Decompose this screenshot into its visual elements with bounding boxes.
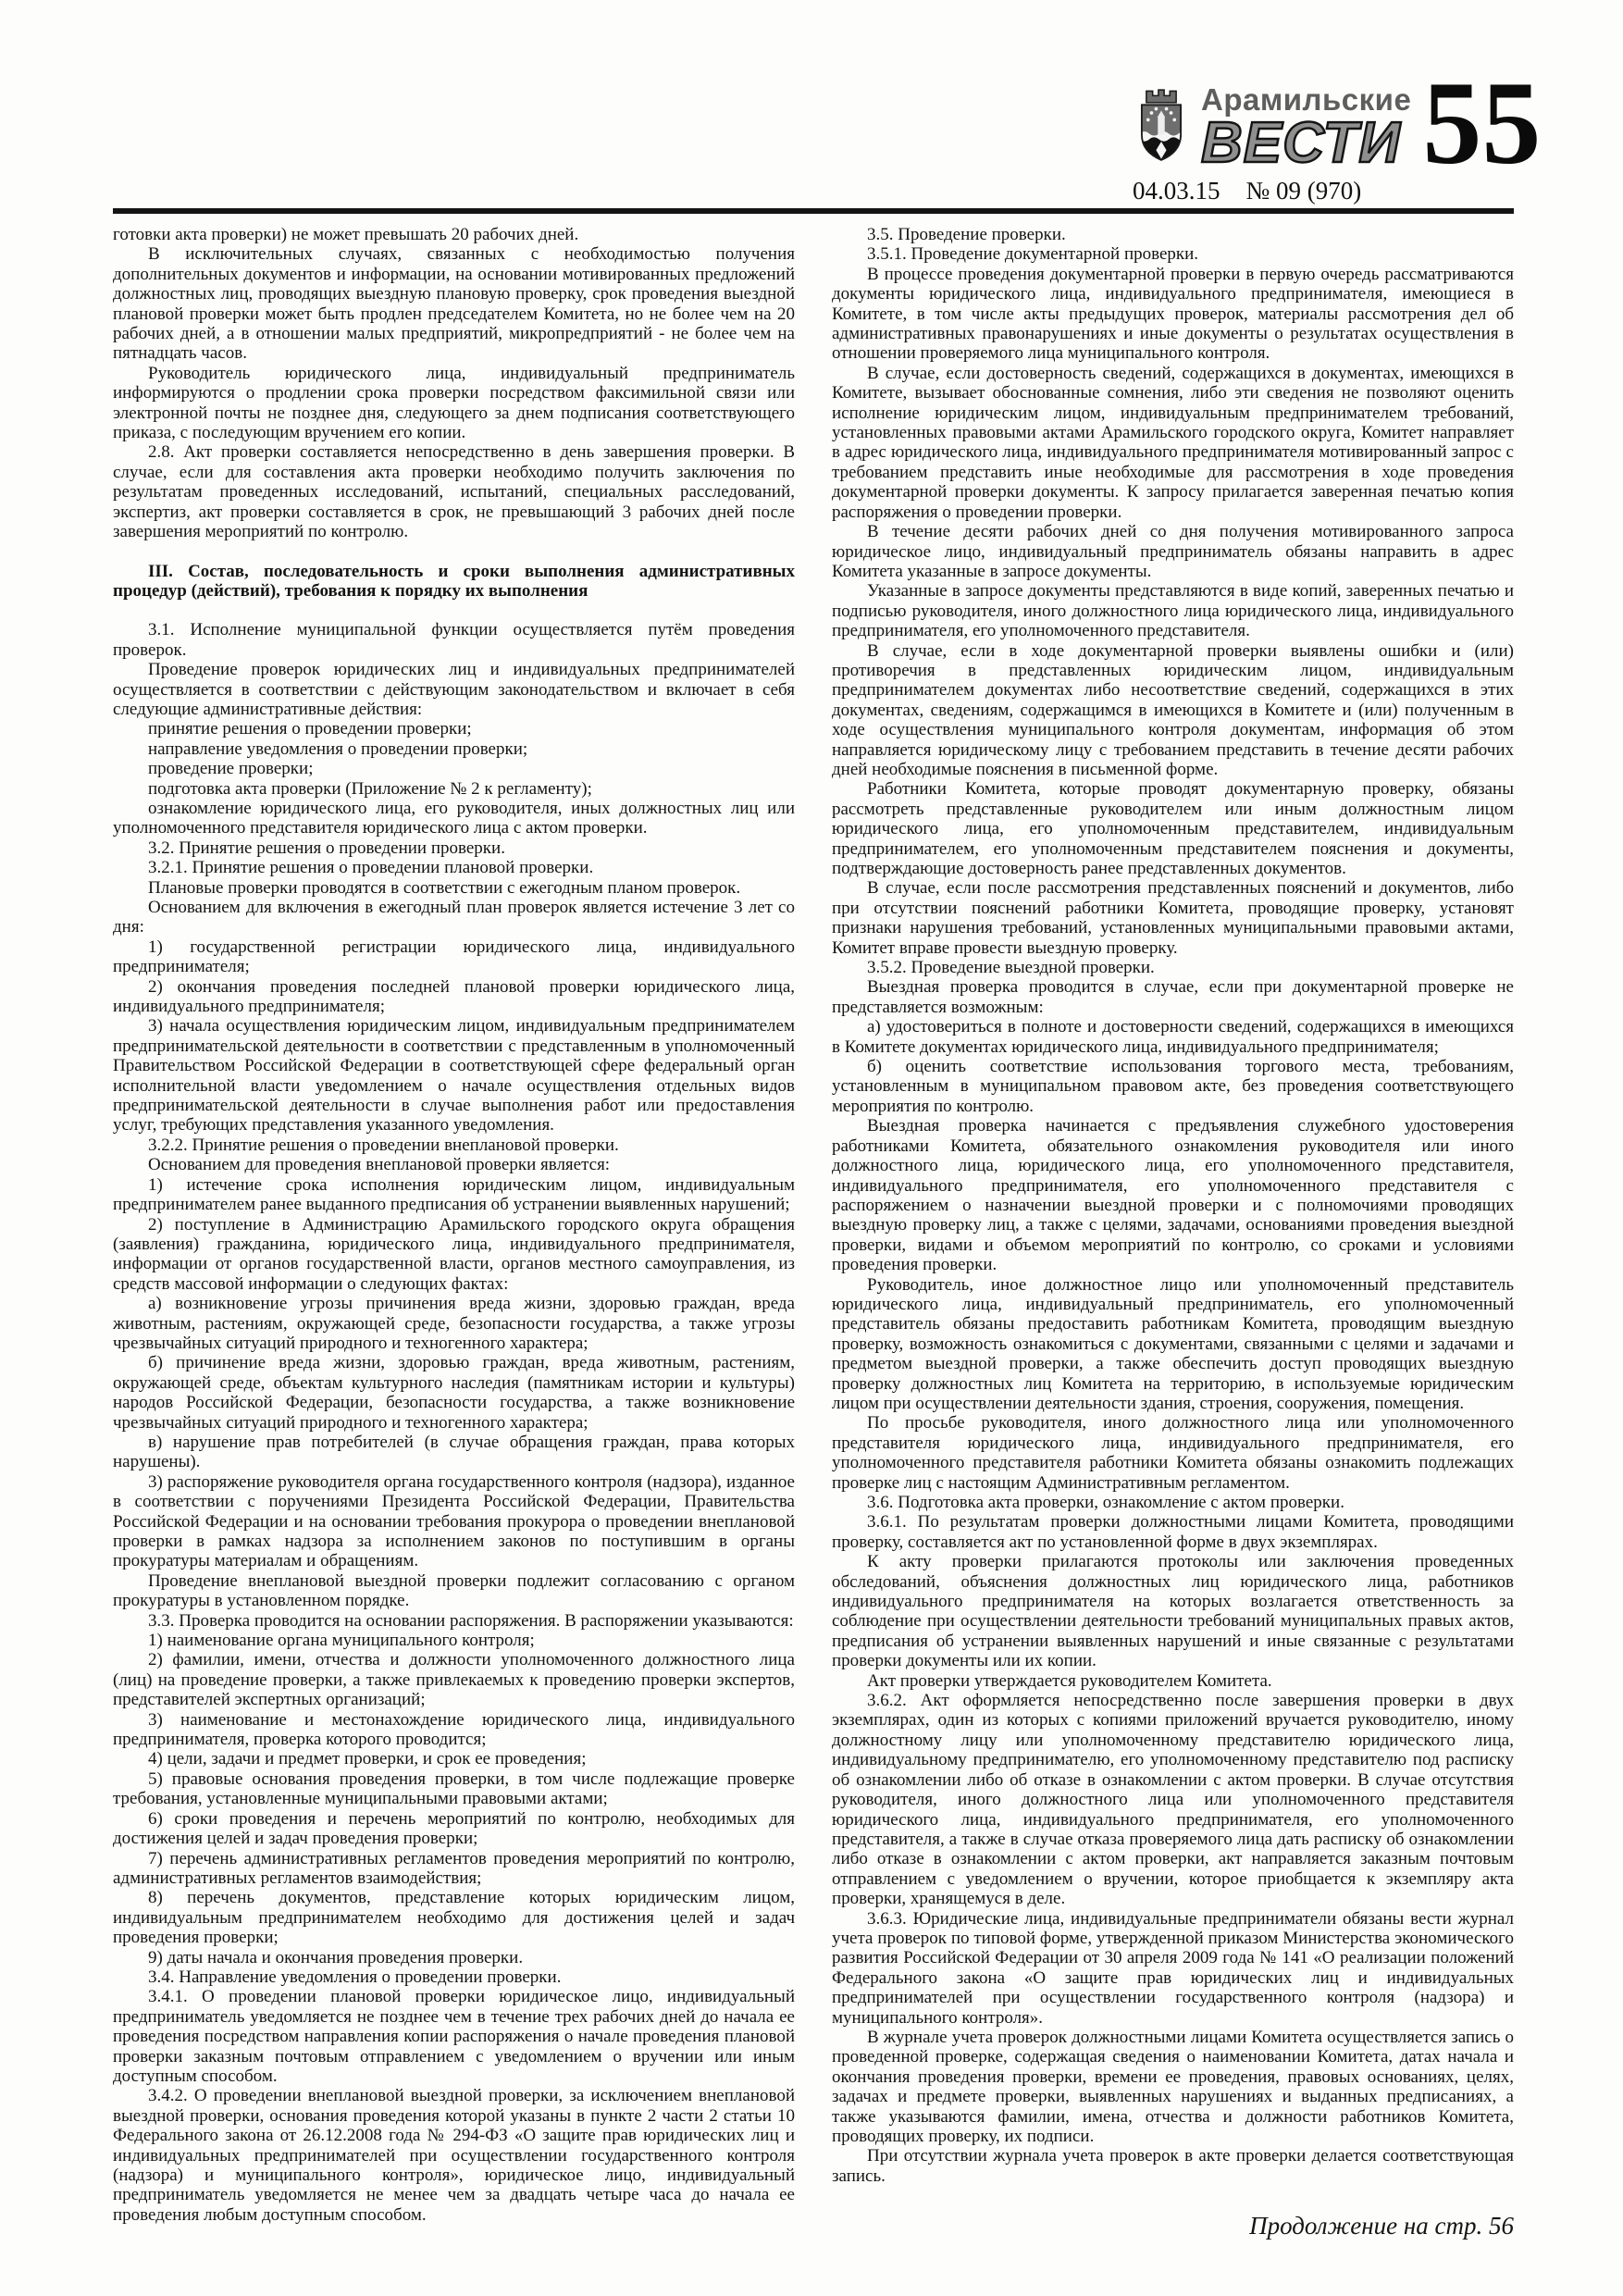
paragraph: Основанием для включения в ежегодный план проверок является истечение 3 лет со дня: <box>113 898 795 937</box>
paragraph: 3) начала осуществления юридическим лицом, индивидуальным предпринимателем предпринимательской деятельности в соответствии с представленным в уполномоченный Правительством Российской Федерации в соответствующей сфере федеральный орган исполнительной власти уведомлением о начале осуществления отдельных видов предпринимательской деятельности в случае выполнения работ или предоставления услуг, требующих представления указанного уведомления. <box>113 1016 795 1136</box>
paragraph: 3.4. Направление уведомления о проведении проверки. <box>148 1967 562 1987</box>
paragraph: 3.5.1. Проведение документарной проверки. <box>867 244 1199 265</box>
paragraph: Работники Комитета, которые проводят документарную проверку, обязаны рассмотреть представленные руководителем или иным должностным лицом юридического лица, его уполномоченным представителем, индивидуальным предпринимателем, его уполномоченным представителем пояснения и документы, подтверждающие достоверность ранее представленных документов. <box>832 779 1514 878</box>
paragraph: В случае, если в ходе документарной проверки выявлены ошибки и (или) противоречия в представленных юридическим лицом, индивидуальным предпринимателем документах либо несоответствие сведений, содержащихся в этих документах, сведениям, содержащимся в имеющихся в Комитете и (или) полученным в ходе осуществления муниципального контроля документам, информация об этом направляется юридическому лицу с требованием представить в течение десяти рабочих дней необходимые пояснения в письменной форме. <box>832 640 1514 779</box>
masthead-row <box>1133 57 1542 189</box>
paragraph: 8) перечень документов, представление которых юридическим лицом, индивидуальным предпринимателем необходимо для достижения целей и задач проведения проверки; <box>113 1888 795 1948</box>
masthead <box>1133 57 1542 205</box>
paragraph-continuation: готовки акта проверки) не может превышать 20 рабочих дней. <box>113 225 579 244</box>
masthead-subtitle: Арамильские <box>1201 81 1412 117</box>
paragraph: В случае, если достоверность сведений, содержащихся в документах, имеющихся в Комитете, вызывает обоснованные сомнения, либо эти сведения не позволяют оценить исполнение юридическим лицом, индивидуальным предпринимателем требований, установленных правовыми актами Арамильского городского округа, Комитет направляет в адрес юридического лица, индивидуального предпринимателя мотивированный запрос с требованием представить иные необходимые для рассмотрения в ходе проведения документарной проверки документы. К запросу прилагается заверенная печатью копия распоряжения о проведении проверки. <box>832 363 1514 522</box>
paragraph: 1) наименование органа муниципального контроля; <box>148 1631 535 1651</box>
paragraph: 6) сроки проведения и перечень мероприятий по контролю, необходимых для достижения целей и задач проведения проверки; <box>113 1808 795 1849</box>
paragraph: 3) наименование и местонахождение юридического лица, индивидуального предпринимателя, проверка которого проводится; <box>113 1709 795 1750</box>
paragraph: ознакомление юридического лица, его руководителя, иных должностных лиц или уполномоченного представителя юридического лица с актом проверки. <box>113 798 795 838</box>
issue-number: № 09 (970) <box>1245 177 1362 205</box>
paragraph: 3.2.2. Принятие решения о проведении внеплановой проверки. <box>148 1135 619 1155</box>
paragraph: 3.5.2. Проведение выездной проверки. <box>867 958 1155 978</box>
paragraph: принятие решения о проведении проверки; <box>148 719 472 739</box>
paragraph: 3.2. Принятие решения о проведении проверки. <box>148 838 505 858</box>
paragraph: Выездная проверка проводится в случае, если при документарной проверке не представляется возможным: <box>832 977 1514 1017</box>
paragraph: 3.6. Подготовка акта проверки, ознакомление с актом проверки. <box>867 1493 1344 1512</box>
paragraph: 3.6.2. Акт оформляется непосредственно после завершения проверки в двух экземплярах, один из которых с копиями приложений вручается руководителю, иному должностному лицу или уполномоченному представителю юридического лица, индивидуальному предпринимателю, его уполномоченному представителю под расписку об ознакомлении либо об отказе в ознакомлении с актом проверки. В случае отсутствия руководителя, иного должностного лица или уполномоченного представителя юридического лица, индивидуального предпринимателя, его уполномоченного представителя, а также в случае отказа проверяемого лица дать расписку об ознакомлении либо отказе в ознакомлении с актом проверки, акт направляется заказным почтовым отправлением с уведомлением о вручении, которое приобщается к экземпляру акта проверки, хранящемуся в деле. <box>832 1691 1514 1909</box>
paragraph: 3.2.1. Принятие решения о проведении плановой проверки. <box>148 858 594 878</box>
paragraph: 3.3. Проверка проводится на основании распоряжения. В распоряжении указываются: <box>148 1610 794 1631</box>
paragraph: б) причинение вреда жизни, здоровью граждан, вреда животным, растениям, окружающей среде, объектам культурного наследия (памятникам истории и культуры) народов Российской Федерации, безопасности государства, а также возникновение чрезвычайных ситуаций природного и техногенного характера; <box>113 1353 795 1433</box>
masthead-text <box>1201 81 1412 175</box>
paragraph: В исключительных случаях, связанных с необходимостью получения дополнительных документов и информации, на основании мотивированных предложений должностных лиц, проводящих выездную плановую проверку, срок проведения выездной плановой проверки может быть продлен председателем Комитета, но не более чем на 20 рабочих дней, а в отношении малых предприятий, микропредприятий - не более чем на пятнадцать часов. <box>113 244 795 364</box>
paragraph: Основанием для проведения внеплановой проверки является: <box>148 1155 611 1175</box>
paragraph: 1) истечение срока исполнения юридическим лицом, индивидуальным предпринимателем ранее выданного предписания об устранении выявленных нарушений; <box>113 1174 795 1215</box>
paragraph: В процессе проведения документарной проверки в первую очередь рассматриваются документы юридического лица, индивидуального предпринимателя, имеющиеся в Комитете, в том числе акты предыдущих проверок, материалы рассмотрения дел об административных правонарушениях и иные документы о результатах осуществления в отношении проверяемого лица муниципального контроля. <box>832 264 1514 364</box>
paragraph: Руководитель юридического лица, индивидуальный предприниматель информируются о продлении срока проверки посредством факсимильной связи или электронной почты не позднее дня, следующего за днем подписания соответствующего приказа, с последующим вручением его копии. <box>113 363 795 443</box>
paragraph: а) удостовериться в полноте и достоверности сведений, содержащихся в имеющихся в Комитете документах юридического лица, индивидуального предпринимателя; <box>832 1017 1514 1057</box>
paragraph: Указанные в запросе документы представляются в виде копий, заверенных печатью и подписью руководителя, иного должностного лица юридического лица, индивидуального предпринимателя, его уполномоченного представителя. <box>832 581 1514 641</box>
paragraph: проведение проверки; <box>148 759 314 779</box>
paragraph: Выездная проверка начинается с предъявления служебного удостоверения работниками Комитета, обязательного ознакомления руководителя или иного должностного лица, юридического лица, его уполномоченного представителя, индивидуального предпринимателя, его уполномоченного представителя с распоряжением о назначении выездной проверки и с полномочиями проводящих выездную проверку лиц, а также с целями, задачами, основаниями проведения выездной проверки, видами и объемом мероприятий по контролю, со сроками и условиями проведения проверки. <box>832 1116 1514 1275</box>
paragraph: б) оценить соответствие использования торгового места, требованиям, установленным в муниципальном правовом акте, без проведения соответствующего мероприятия по контролю. <box>832 1057 1514 1116</box>
paragraph: Акт проверки утверждается руководителем Комитета. <box>867 1670 1272 1691</box>
paragraph: 3.4.2. О проведении внеплановой выездной проверки, за исключением внеплановой выездной проверки, основания проведения которой указаны в пункте 2 части 2 статьи 10 Федерального закона от 26.12.2008 года № 294-ФЗ «О защите прав юридических лиц и индивидуальных предпринимателей при осуществлении государственного контроля (надзора) и муниципального контроля», юридическое лицо, индивидуальный предприниматель уведомляется не менее чем за двадцать четыре часа до начала ее проведения любым доступным способом. <box>113 2086 795 2225</box>
paragraph: 2) окончания проведения последней плановой проверки юридического лица, индивидуального предпринимателя; <box>113 976 795 1017</box>
paragraph: 3) распоряжение руководителя органа государственного контроля (надзора), изданное в соответствии с поручениями Президента Российской Федерации, Правительства Российской Федерации и на основании требования прокурора о проведении внеплановой проверки в рамках надзора за исполнением законов по поступившим в органы прокуратуры материалам и обращениям. <box>113 1471 795 1571</box>
masthead-title: ВЕСТИ <box>1201 110 1402 175</box>
paragraph: В течение десяти рабочих дней со дня получения мотивированного запроса юридическое лицо, индивидуальный предприниматель обязаны направить в адрес Комитета указанные в запросе документы. <box>832 522 1514 581</box>
paragraph: 3.1. Исполнение муниципальной функции осуществляется путём проведения проверок. <box>113 620 795 660</box>
text-column-left <box>113 225 795 2240</box>
paragraph: 2) поступление в Администрацию Арамильского городского округа обращения (заявления) гражданина, юридического лица, индивидуального предпринимателя, информации от органов государственной власти, органов местного самоуправления, из средств массовой информации о следующих фактах: <box>113 1214 795 1294</box>
paragraph: 4) цели, задачи и предмет проверки, и срок ее проведения; <box>148 1749 587 1769</box>
paragraph: Проведение проверок юридических лиц и индивидуальных предпринимателей осуществляется в соответствии с действующим законодательством и включает в себя следующие административные действия: <box>113 660 795 719</box>
paragraph: Руководитель, иное должностное лицо или уполномоченный представитель юридического лица, индивидуальный предприниматель, его уполномоченный представитель обязаны предоставить работникам Комитета, проводящим выездную проверку, возможность ознакомиться с документами, связанными с целями и задачами и предметом выездной проверки, а также обеспечить доступ проводящих выездную проверку должностных лиц Комитета на территорию, в используемые юридическим лицом при осуществлении деятельности здания, строения, сооружения, помещения. <box>832 1274 1514 1413</box>
paragraph: 2) фамилии, имени, отчества и должности уполномоченного должностного лица (лиц) на проведение проверки, а также привлекаемых к проведению проверки экспертов, представителей экспертных организаций; <box>113 1650 795 1710</box>
paragraph: Плановые проверки проводятся в соответствии с ежегодным планом проверок. <box>148 877 741 898</box>
paragraph: При отсутствии журнала учета проверок в акте проверки делается соответствующая запись. <box>832 2146 1514 2186</box>
issue-date: 04.03.15 <box>1133 177 1220 205</box>
paragraph: 1) государственной регистрации юридического лица, индивидуального предпринимателя; <box>113 937 795 977</box>
paragraph: 3.6.3. Юридические лица, индивидуальные предприниматели обязаны вести журнал учета проверок по типовой форме, утвержденной приказом Министерства экономического развития Российской Федерации от 30 апреля 2009 года № 141 «О реализации положений Федерального закона «О защите прав юридических лиц и индивидуальных предпринимателей при осуществлении государственного контроля (надзора) и муниципального контроля». <box>832 1908 1514 2028</box>
paragraph: Проведение внеплановой выездной проверки подлежит согласованию с органом прокуратуры в установленном порядке. <box>113 1570 795 1611</box>
paragraph: а) возникновение угрозы причинения вреда жизни, здоровью граждан, вреда животным, растениям, окружающей среде, безопасности государства, а также угрозы чрезвычайных ситуаций природного и техногенного характера; <box>113 1294 795 1353</box>
paragraph: 3.4.1. О проведении плановой проверки юридическое лицо, индивидуальный предприниматель уведомляется не позднее чем в течение трех рабочих дней до начала ее проведения посредством направления копии распоряжения о начале проведения плановой проверки заказным почтовым отправлением с уведомлением о вручении или иным доступным способом. <box>113 1987 795 2086</box>
city-coat-of-arms-icon <box>1133 84 1190 170</box>
paragraph: 2.8. Акт проверки составляется непосредственно в день завершения проверки. В случае, если для составления акта проверки необходимо получить заключения по результатам проведенных исследований, испытаний, специальных расследований, экспертиз, акт проверки составляется в срок, не превышающий 3 рабочих дней после завершения мероприятий по контролю. <box>113 442 795 542</box>
page-number: 55 <box>1422 57 1542 189</box>
paragraph: направление уведомления о проведении проверки; <box>148 738 528 759</box>
paragraph: К акту проверки прилагаются протоколы или заключения проведенных обследований, объяснения должностных лиц юридического лица, работников индивидуального предпринимателя на которых возлагается ответственность за соблюдение при осуществлении деятельности требований муниципальных правых актов, предписания об устранении выявленных нарушений и иные связанные с результатами проверки документы или их копии. <box>832 1552 1514 1671</box>
paragraph: По просьбе руководителя, иного должностного лица или уполномоченного представителя юридического лица, индивидуального предпринимателя, его уполномоченного представителя работники Комитета обязаны ознакомить подлежащих проверке лиц с настоящим Административным регламентом. <box>832 1413 1514 1493</box>
paragraph: В случае, если после рассмотрения представленных пояснений и документов, либо при отсутствии пояснений работники Комитета, проводящие проверку, установят признаки нарушения требований, установленных муниципальными правовыми актами, Комитет вправе провести выездную проверку. <box>832 878 1514 958</box>
paragraph: 5) правовые основания проведения проверки, в том числе подлежащие проверке требования, установленные муниципальными правовыми актами; <box>113 1769 795 1809</box>
text-column-right <box>832 225 1514 2240</box>
header-divider <box>113 208 1514 214</box>
continuation-note: Продолжение на стр. 56 <box>1249 2212 1514 2240</box>
paragraph: 3.6.1. По результатам проверки должностными лицами Комитета, проводящими проверку, составляется акт по установленной форме в двух экземплярах. <box>832 1512 1514 1552</box>
article-body <box>113 225 1514 2240</box>
paragraph: подготовка акта проверки (Приложение № 2 к регламенту); <box>148 778 592 799</box>
paragraph: в) нарушение прав потребителей (в случае обращения граждан, права которых нарушены). <box>113 1432 795 1472</box>
paragraph: 3.5. Проведение проверки. <box>867 225 1066 244</box>
paragraph: В журнале учета проверок должностными лицами Комитета осуществляется запись о проведенной проверке, содержащая сведения о наименовании Комитета, датах начала и окончания проведения проверки, времени ее проведения, правовых основаниях, целях, задачах и предмете проверки, выявленных нарушениях и выданных предписаниях, а также указываются фамилии, имена, отчества и должности работников Комитета, проводящих проверку, их подписи. <box>832 2027 1514 2146</box>
section-heading: III. Состав, последовательность и сроки выполнения административных процедур (действий), требования к порядку их выполнения <box>113 561 795 601</box>
paragraph: 9) даты начала и окончания проведения проверки. <box>148 1947 524 1967</box>
paragraph: 7) перечень административных регламентов проведения мероприятий по контролю, административных регламентов взаимодействия; <box>113 1848 795 1888</box>
